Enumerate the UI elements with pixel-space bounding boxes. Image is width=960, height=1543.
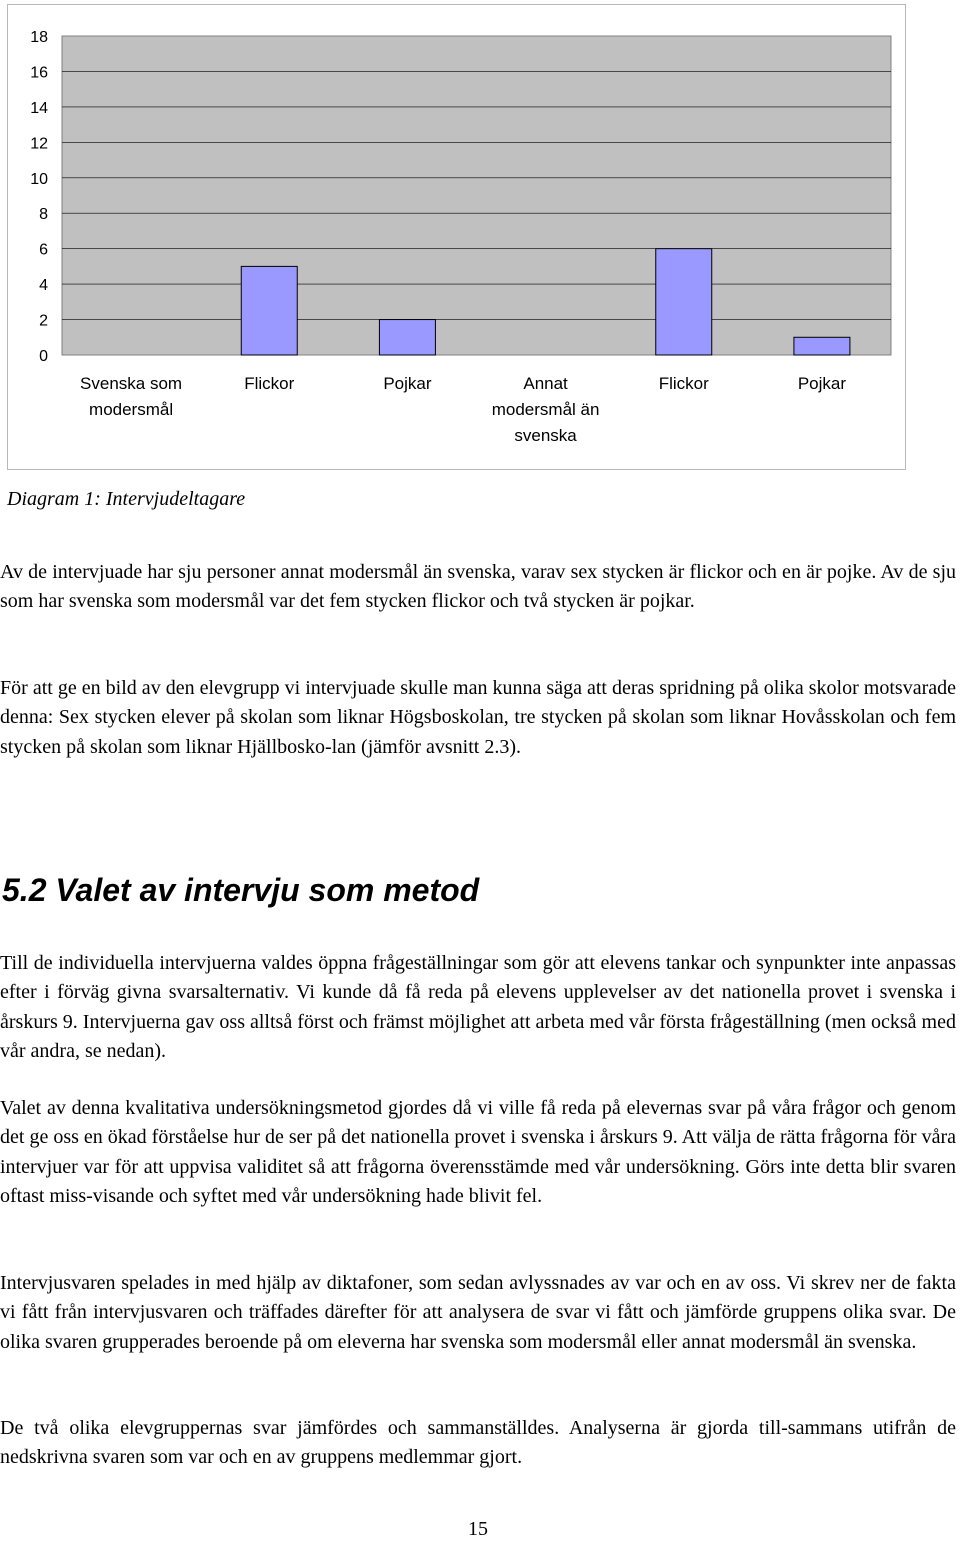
bar	[379, 320, 435, 355]
paragraph-5: Intervjusvaren spelades in med hjälp av diktafoner, som sedan avlyssnades av var och en av oss. Vi skrev ner de fakta vi fått från intervjusvaren och träffades därefter för att analysera de svar vi fått och jämförde gruppens olika svar. De olika svaren grupperades beroende på om eleverna har svenska som modersmål eller annat modersmål än svenska.	[0, 1272, 956, 1353]
x-category-label: Flickor	[658, 374, 709, 393]
y-tick-label: 0	[39, 348, 48, 365]
bar	[241, 266, 297, 355]
paragraph-1: Av de intervjuade har sju personer annat modersmål än svenska, varav sex stycken är flickor och en är pojke. Av de sju som har svenska som modersmål var det fem stycken flickor och två stycken är pojkar.	[0, 561, 956, 613]
plot-area	[62, 36, 891, 355]
y-tick-label: 16	[30, 64, 48, 82]
x-category-label: Pojkar	[797, 374, 846, 393]
x-category-label: Flickor	[244, 374, 295, 393]
y-tick-label: 4	[39, 277, 48, 295]
x-category-label: Annat modersmål än svenska	[491, 374, 600, 445]
paragraph-2: För att ge en bild av den elevgrupp vi intervjuade skulle man kunna säga att deras spridning på olika skolor motsvarade denna: Sex stycken elever på skolan som liknar Högsboskolan, tre stycken på skolan som liknar Hovåsskolan och fem stycken på skolan som liknar Hjällbosko-lan (jämför avsnitt 2.3).	[0, 677, 956, 758]
y-tick-label: 6	[39, 241, 48, 259]
paragraph-3: Till de individuella intervjuerna valdes öppna frågeställningar som gör att elevens tankar och synpunkter inte anpassas efter i förväg givna svarsalternativ. Vi kunde då få reda på elevens upplevelser av det nationella provet i svenska i årskurs 9. Intervjuerna gav oss alltså först och främst möjlighet att arbeta med vår första frågeställning (men också med vår andra, se nedan).	[0, 952, 956, 1062]
page-number: 15	[468, 1518, 488, 1540]
y-tick-label: 18	[30, 29, 48, 46]
y-tick-label: 8	[39, 206, 48, 224]
section-heading: 5.2 Valet av intervju som metod	[2, 872, 480, 908]
bar-chart	[7, 4, 906, 470]
y-tick-label: 12	[30, 135, 48, 153]
x-category-label: Svenska som modersmål	[80, 374, 183, 419]
paragraph-4: Valet av denna kvalitativa undersökningsmetod gjordes då vi ville få reda på elevernas svar på våra frågor och genom det ge oss en ökad förståelse hur de ser på det nationella provet i svenska i årskurs 9. Att välja de rätta frågorna för våra intervjuer var för att uppvisa validitet så att frågorna överensstämde med vår undersökning. Görs inte detta blir svaren oftast miss-visande och syftet med vår undersökning hade blivit fel.	[0, 1097, 956, 1207]
paragraph-6: De två olika elevgruppernas svar jämfördes och sammanställdes. Analyserna är gjorda till-sammans utifrån de nedskrivna svaren som var och en av gruppens medlemmar gjort.	[0, 1417, 956, 1469]
bar	[794, 337, 850, 355]
x-category-label: Pojkar	[383, 374, 432, 393]
y-tick-label: 14	[30, 99, 48, 117]
y-tick-label: 2	[39, 312, 48, 330]
figure-caption: Diagram 1: Intervjudeltagare	[7, 488, 246, 510]
y-tick-label: 10	[30, 170, 48, 188]
bar	[656, 249, 712, 355]
